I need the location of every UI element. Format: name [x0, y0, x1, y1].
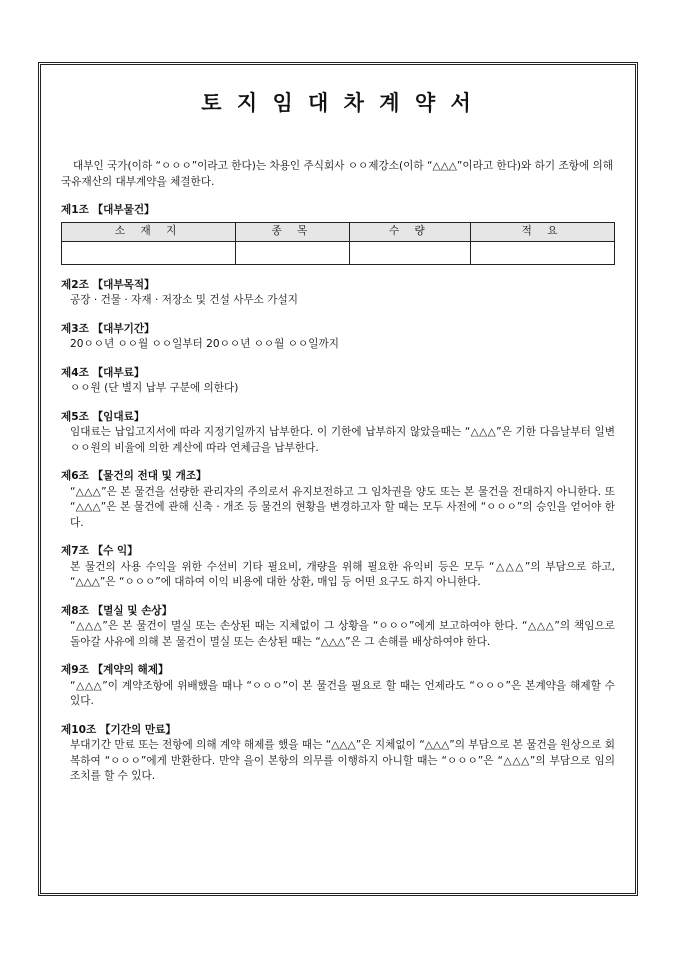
article-heading: 제1조 【대부물건】 — [61, 204, 155, 216]
article-heading: 제5조 【임대료】 — [61, 410, 145, 423]
table-row — [62, 241, 615, 264]
article-4 — [61, 366, 615, 397]
article-body: “△△△”이 계약조항에 위배했을 때나 “ㅇㅇㅇ”이 본 물건을 필요로 할 때는 언제라도 “ㅇㅇㅇ”은 본계약을 해제할 수 있다. — [70, 679, 615, 707]
document-body — [61, 159, 615, 798]
table-cell — [471, 241, 615, 264]
article-1 — [61, 203, 615, 265]
column-header-remarks: 적 요 — [471, 222, 615, 241]
table-cell — [236, 241, 349, 264]
article-body: 임대료는 납입고지서에 따라 지정기일까지 납부한다. 이 기한에 납부하지 않았을때는 “△△△”은 기한 다음날부터 일변 ㅇㅇ원의 비율에 의한 계산에 따라 연체금을 납부한다. — [70, 426, 615, 454]
document-frame — [38, 62, 638, 896]
article-body: 본 물건의 사용 수익을 위한 수선비 기타 필요비, 개량을 위해 필요한 유익비 등은 모두 “△△△”의 부담으로 하고, “△△△”은 “ㅇㅇㅇ”에 대하여 이익 비용에 대한 상환, 매입 등 어떤 요구도 하지 아니한다. — [70, 560, 615, 588]
article-body: ㅇㅇ원 (단 별지 납부 구분에 의한다) — [70, 382, 239, 394]
article-heading: 제8조 【멸실 및 손상】 — [61, 604, 173, 617]
article-3 — [61, 322, 615, 353]
article-5 — [61, 410, 615, 457]
article-9 — [61, 663, 615, 710]
article-8 — [61, 604, 615, 651]
article-body: 20ㅇㅇ년 ㅇㅇ월 ㅇㅇ일부터 20ㅇㅇ년 ㅇㅇ월 ㅇㅇ일까지 — [70, 338, 339, 350]
article-heading: 제2조 【대부목적】 — [61, 278, 155, 291]
article-body: “△△△”은 본 물건을 선량한 관리자의 주의로서 유지보전하고 그 임차권을 양도 또는 본 물건을 전대하지 아니한다. 또 “△△△”은 본 물건에 관해 신축 · 개조 등 물건의 현황을 변경하고자 할 때는 모두 사전에 “ㅇㅇㅇ”의 승인을 얻어야 한다. — [70, 485, 615, 529]
article-heading: 제4조 【대부료】 — [61, 366, 145, 379]
intro-paragraph: 대부인 국가(이하 “ㅇㅇㅇ”이라고 한다)는 차용인 주식회사 ㅇㅇ제강소(이하 “△△△”이라고 한다)와 하기 조항에 의해 국유재산의 대부계약을 체결한다. — [61, 160, 614, 188]
article-2 — [61, 278, 615, 309]
document-title: 토 지 임 대 차 계 약 서 — [201, 90, 475, 115]
article-6 — [61, 469, 615, 531]
lease-items-table — [61, 222, 615, 265]
table-cell — [349, 241, 471, 264]
article-body: “△△△”은 본 물건이 멸실 또는 손상된 때는 지체없이 그 상황을 “ㅇㅇㅇ”에게 보고하여야 한다. “△△△”의 책임으로 돌아갈 사유에 의해 본 물건이 멸실 또는 손상된 때는 “△△△”은 그 손해를 배상하여야 한다. — [70, 620, 615, 648]
column-header-category: 종 목 — [236, 222, 349, 241]
column-header-quantity: 수 량 — [349, 222, 471, 241]
table-cell — [62, 241, 236, 264]
article-heading: 제10조 【기간의 만료】 — [61, 723, 176, 736]
article-7 — [61, 544, 615, 591]
table-header-row — [62, 222, 615, 241]
article-heading: 제6조 【물건의 전대 및 개조】 — [61, 470, 207, 482]
article-10 — [61, 723, 615, 785]
column-header-location: 소 재 지 — [62, 222, 236, 241]
article-heading: 제9조 【계약의 해제】 — [61, 664, 169, 676]
article-body: 공장 · 건물 · 자재 · 저장소 및 건설 사무소 가설지 — [70, 294, 298, 306]
article-heading: 제7조 【수 익】 — [61, 545, 138, 557]
article-heading: 제3조 【대부기간】 — [61, 322, 155, 335]
article-body: 부대기간 만료 또는 전항에 의해 계약 해제를 했을 때는 “△△△”은 지체없이 “△△△”의 부담으로 본 물건을 원상으로 회복하여 “ㅇㅇㅇ”에게 반환한다. 만약 을이 본항의 의무를 이행하지 아니할 때는 “ㅇㅇㅇ”은 “△△△”의 부담으로 임의 조치를 할 수 있다. — [70, 739, 615, 782]
